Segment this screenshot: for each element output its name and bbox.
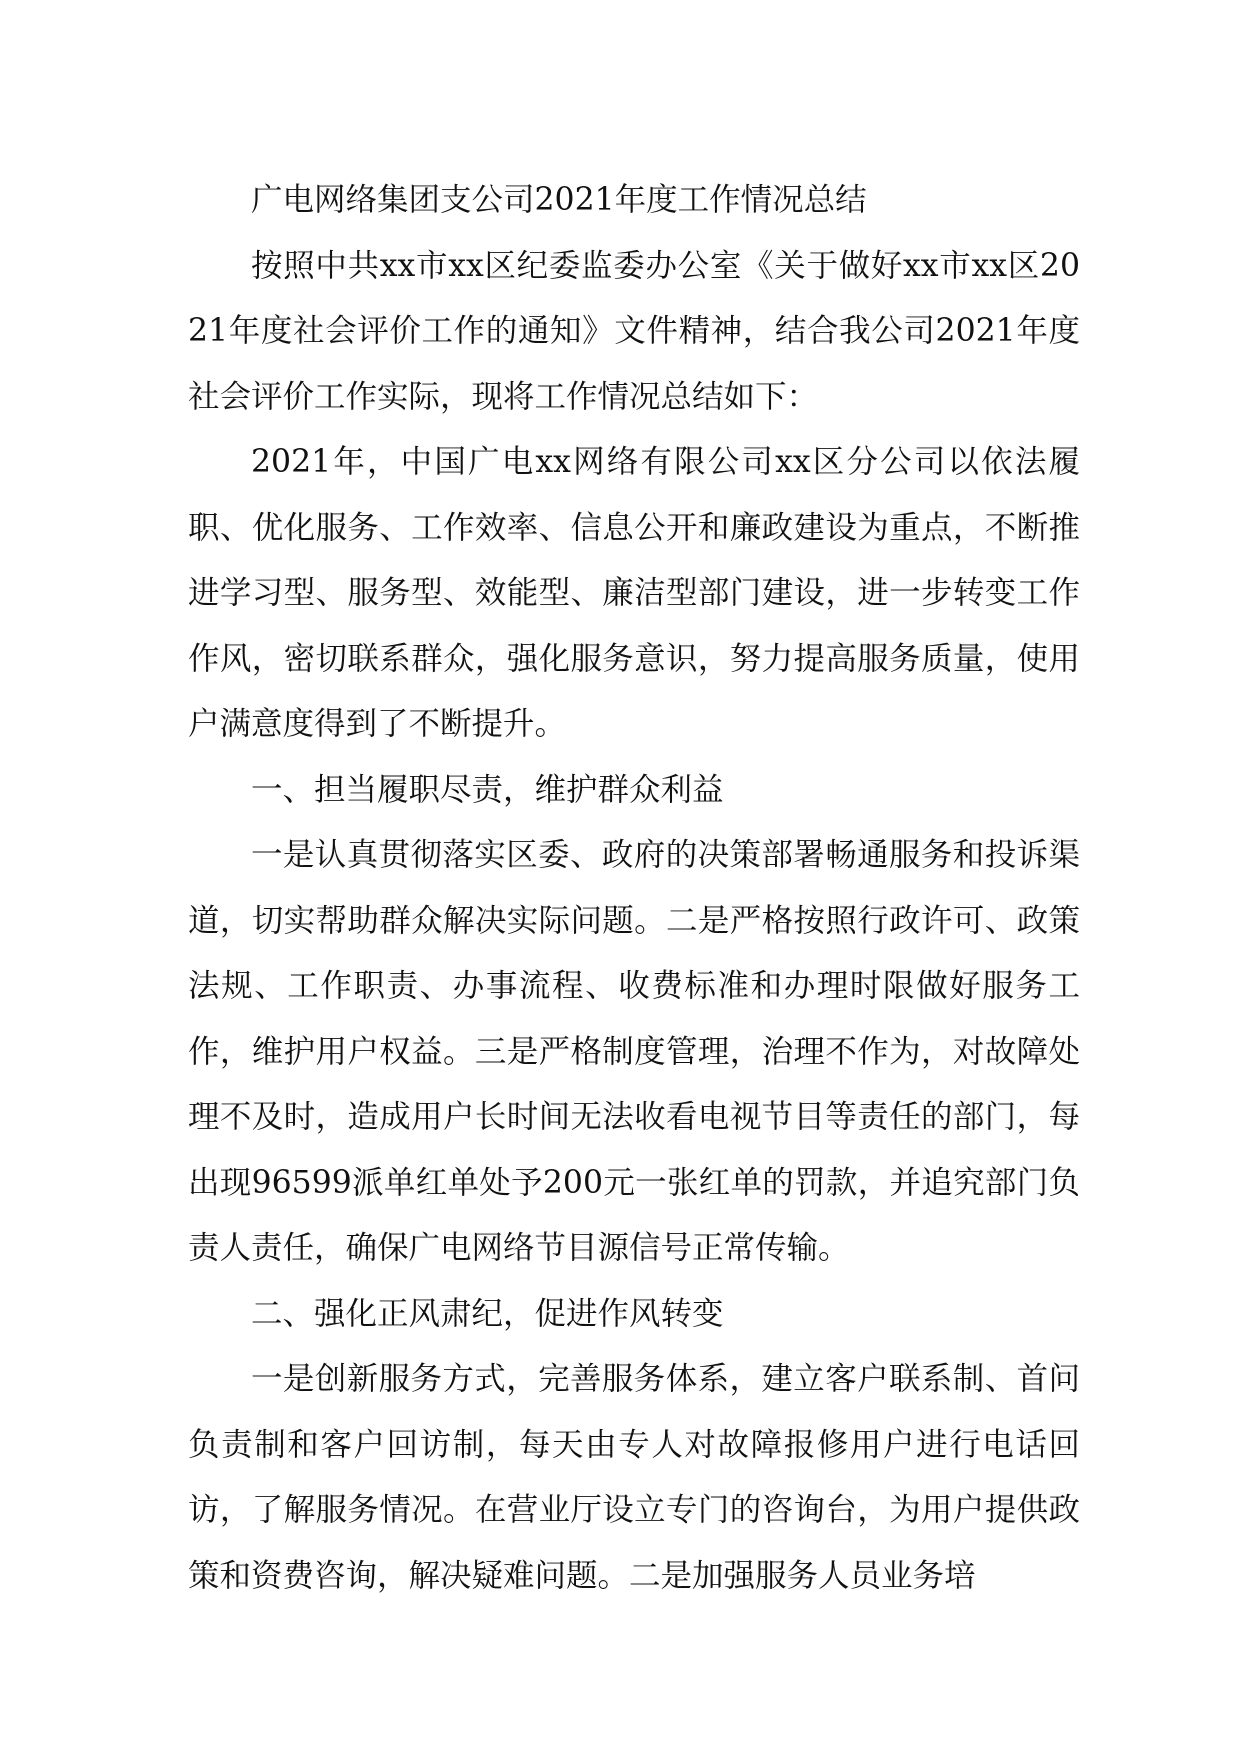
- document-body: [188, 168, 1080, 1609]
- section-heading-1: 一、担当履职尽责，维护群众利益: [251, 771, 724, 808]
- paragraph-intro: 按照中共xx市xx区纪委监委办公室《关于做好xx市xx区2021年度社会评价工作的通知》文件精神，结合我公司2021年度社会评价工作实际，现将工作情况总结如下：: [188, 247, 1080, 415]
- paragraph-overview: 2021年，中国广电xx网络有限公司xx区分公司以依法履职、优化服务、工作效率、信息公开和廉政建设为重点，不断推进学习型、服务型、效能型、廉洁型部门建设，进一步转变工作作风，密切联系群众，强化服务意识，努力提高服务质量，使用户满意度得到了不断提升。: [188, 444, 1080, 742]
- document-title: 广电网络集团支公司2021年度工作情况总结: [251, 182, 867, 218]
- section-heading-2: 二、强化正风肃纪，促进作风转变: [251, 1295, 724, 1332]
- paragraph-section-2: 一是创新服务方式，完善服务体系，建立客户联系制、首问负责制和客户回访制，每天由专人对故障报修用户进行电话回访，了解服务情况。在营业厅设立专门的咨询台，为用户提供政策和资费咨询，解决疑难问题。二是加强服务人员业务培: [188, 1361, 1080, 1594]
- paragraph-section-1: 一是认真贯彻落实区委、政府的决策部署畅通服务和投诉渠道，切实帮助群众解决实际问题。二是严格按照行政许可、政策法规、工作职责、办事流程、收费标准和办理时限做好服务工作，维护用户权益。三是严格制度管理，治理不作为，对故障处理不及时，造成用户长时间无法收看电视节目等责任的部门，每出现96599派单红单处予200元一张红单的罚款，并追究部门负责人责任，确保广电网络节目源信号正常传输。: [188, 837, 1080, 1266]
